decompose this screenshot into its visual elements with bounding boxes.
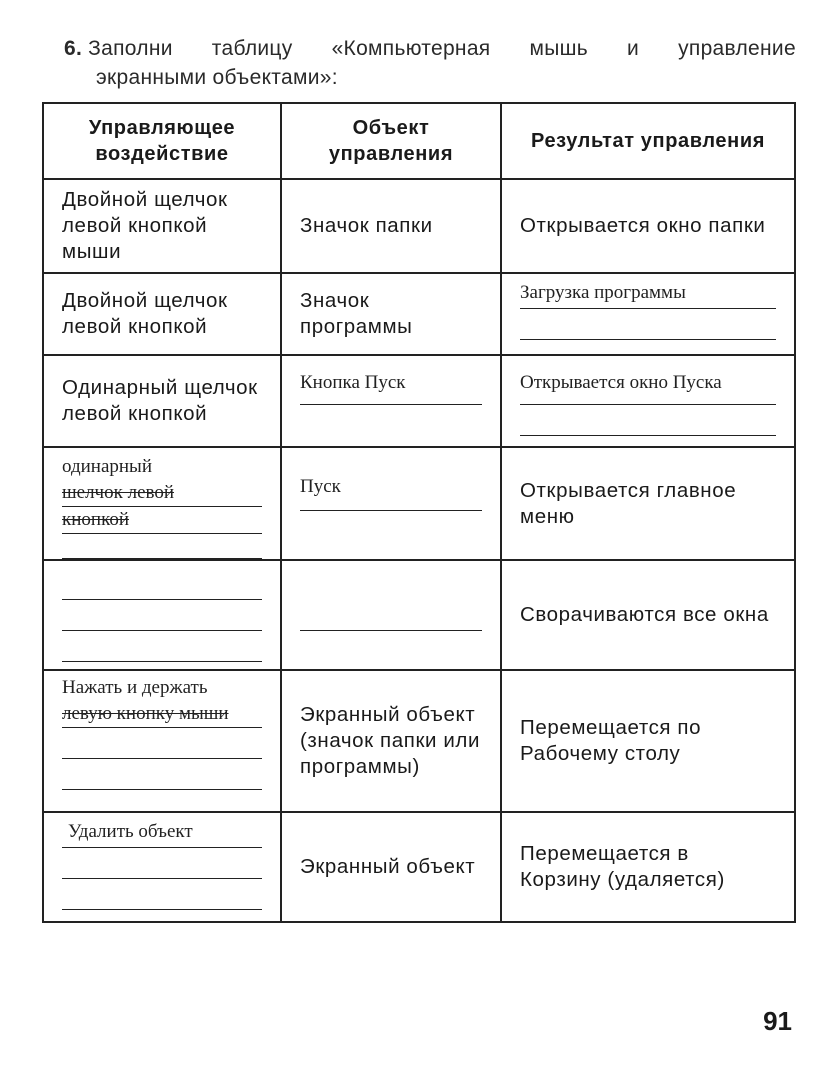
blank-line	[520, 405, 776, 436]
header-result: Результат управления	[501, 103, 795, 179]
cell-result	[501, 355, 795, 447]
table-row	[43, 670, 795, 812]
cell-object	[281, 355, 501, 447]
handwritten-answer: Открывается окно Пуска	[520, 370, 776, 405]
blank-line	[62, 569, 262, 600]
handwritten-answer: шелчок левой	[62, 480, 262, 507]
task-word: таблицу	[211, 37, 293, 60]
task-line-2: экранными объектами»:	[96, 66, 338, 89]
cell-object: Экранный объект (значок папки или программы)	[281, 670, 501, 812]
task-line-1	[64, 34, 796, 63]
cell-action: Двойной щелчок левой кнопкой мыши	[43, 179, 281, 273]
header-object: Объект управления	[281, 103, 501, 179]
task-text	[64, 34, 796, 92]
cell-result: Открывается окно папки	[501, 179, 795, 273]
header-action: Управляющее воздействие	[43, 103, 281, 179]
blank-line	[300, 600, 482, 631]
table-row	[43, 179, 795, 273]
task-word: «Компьютерная	[331, 37, 491, 60]
task-number: 6.	[64, 37, 83, 60]
table-header-row	[43, 103, 795, 179]
table-row	[43, 560, 795, 670]
handwritten-answer: одинарный	[62, 456, 152, 477]
blank-line	[62, 759, 262, 790]
handwritten-answer: левую кнопку мыши	[62, 701, 262, 728]
blank-line	[520, 309, 776, 340]
handwritten-answer: Нажать и держать	[62, 677, 208, 698]
task-word: Заполни	[88, 37, 173, 60]
cell-object: Значок программы	[281, 273, 501, 355]
cell-action: Двойной щелчок левой кнопкой	[43, 273, 281, 355]
table-row	[43, 355, 795, 447]
cell-object	[281, 447, 501, 560]
handwritten-answer: Загрузка программы	[520, 280, 776, 309]
cell-action	[43, 812, 281, 922]
handwritten-answer: Пуск	[300, 474, 482, 511]
cell-result	[501, 273, 795, 355]
task-word: мышь	[529, 37, 589, 60]
mouse-control-table	[42, 102, 796, 923]
cell-object: Экранный объект	[281, 812, 501, 922]
blank-line	[62, 728, 262, 759]
task-word: и	[627, 37, 640, 60]
cell-result: Перемещается в Корзину (удаляется)	[501, 812, 795, 922]
cell-action	[43, 560, 281, 670]
cell-action: Одинарный щелчок левой кнопкой	[43, 355, 281, 447]
page-number: 91	[763, 1006, 792, 1036]
table-row	[43, 812, 795, 922]
handwritten-answer: Кнопка Пуск	[300, 370, 482, 405]
handwritten-answer: кнопкой	[62, 507, 262, 534]
cell-object	[281, 560, 501, 670]
task-word: управление	[678, 37, 796, 60]
blank-line	[62, 534, 262, 559]
cell-object: Значок папки	[281, 179, 501, 273]
cell-result: Сворачиваются все окна	[501, 560, 795, 670]
blank-line	[62, 600, 262, 631]
cell-action	[43, 670, 281, 812]
table-row	[43, 273, 795, 355]
blank-line	[62, 879, 262, 910]
cell-result: Открывается главное меню	[501, 447, 795, 560]
blank-line	[62, 631, 262, 662]
blank-line	[62, 848, 262, 879]
table-row	[43, 447, 795, 560]
cell-result: Перемещается по Рабочему столу	[501, 670, 795, 812]
cell-action	[43, 447, 281, 560]
handwritten-answer: Удалить объект	[62, 819, 262, 848]
